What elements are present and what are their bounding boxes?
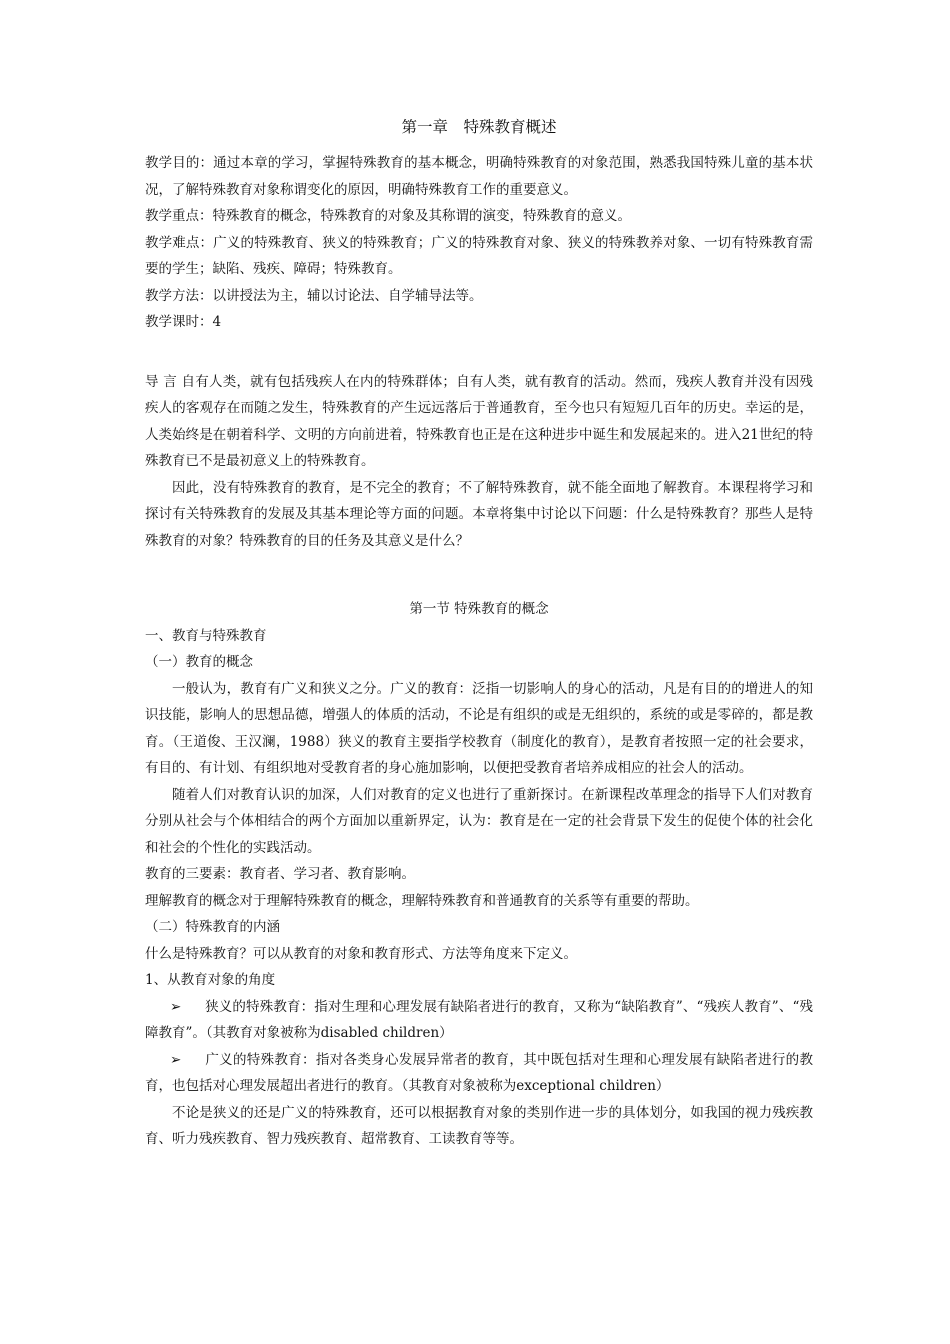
heading-object-perspective: 1、从教育对象的角度 [145,972,276,988]
teaching-hours: 教学课时：4 [145,314,222,330]
arrow-bullet-icon: ➢ [170,1051,182,1068]
bullet-narrow-definition [145,994,813,1047]
preface-paragraph-2: 因此，没有特殊教育的教育，是不完全的教育；不了解特殊教育，就不能全面地了解教育。本课程将学习和探讨有关特殊教育的发展及其基本理论等方面的问题。本章将集中讨论以下问题：什么是特殊教育？那些人是特殊教育的对象？特殊教育的目的任务及其意义是什么？ [145,479,813,549]
bullet-broad-definition [145,1047,813,1100]
document-body [145,112,813,1153]
section-title: 第一节 特殊教育的概念 [409,601,549,617]
paragraph-what-is-special-education: 什么是特殊教育？可以从教育的对象和教育形式、方法等角度来下定义。 [145,945,577,962]
arrow-bullet-icon: ➢ [170,998,182,1015]
subheading-education-concept: （一）教育的概念 [145,654,253,670]
teaching-goal: 教学目的：通过本章的学习，掌握特殊教育的基本概念，明确特殊教育的对象范围，熟悉我国特殊儿童的基本状况，了解特殊教育对象称谓变化的原因，明确特殊教育工作的重要意义。 [145,155,813,198]
teaching-difficulty: 教学难点：广义的特殊教育、狭义的特殊教育；广义的特殊教育对象、狭义的特殊教养对象、一切有特殊教育需要的学生；缺陷、残疾、障碍；特殊教育。 [145,234,813,277]
chapter-title: 第一章 特殊教育概述 [401,118,557,136]
preface-paragraph-1: 导 言 自有人类，就有包括残疾人在内的特殊群体；自有人类，就有教育的活动。然而，残疾人教育并没有因残疾人的客观存在而随之发生，特殊教育的产生远远落后于普通教育，至今也只有短短几百年的历史。幸运的是，人类始终是在朝着科学、文明的方向前进着，特殊教育也正是在这种进步中诞生和发展起来的。进入21世纪的特殊教育已不是最初意义上的特殊教育。 [145,373,813,469]
paragraph-understanding: 理解教育的概念对于理解特殊教育的概念，理解特殊教育和普通教育的关系等有重要的帮助。 [145,892,699,909]
teaching-method: 教学方法：以讲授法为主，辅以讨论法、自学辅导法等。 [145,287,483,304]
paragraph-classification: 不论是狭义的还是广义的特殊教育，还可以根据教育对象的类别作进一步的具体划分，如我国的视力残疾教育、听力残疾教育、智力残疾教育、超常教育、工读教育等等。 [145,1104,813,1147]
bullet-narrow-text: 狭义的特殊教育：指对生理和心理发展有缺陷者进行的教育，又称为“缺陷教育”、“残疾人教育”、“残障教育”。（其教育对象被称为disabled children） [145,998,813,1041]
paragraph-three-elements: 教育的三要素：教育者、学习者、教育影响。 [145,866,415,882]
heading-education-and-special-education: 一、教育与特殊教育 [145,627,267,644]
paragraph-education-redefined: 随着人们对教育认识的加深，人们对教育的定义也进行了重新探讨。在新课程改革理念的指导下人们对教育分别从社会与个体相结合的两个方面加以重新界定，认为：教育是在一定的社会背景下发生的促使个体的社会化和社会的个性化的实践活动。 [145,786,813,856]
paragraph-education-definition: 一般认为，教育有广义和狭义之分。广义的教育：泛指一切影响人的身心的活动，凡是有目的的增进人的知识技能，影响人的思想品德，增强人的体质的活动，不论是有组织的或是无组织的，系统的或是零碎的，都是教育。（王道俊、王汉澜，1988）狭义的教育主要指学校教育（制度化的教育），是教育者按照一定的社会要求，有目的、有计划、有组织地对受教育者的身心施加影响，以便把受教育者培养成相应的社会人的活动。 [145,680,813,776]
teaching-focus: 教学重点：特殊教育的概念，特殊教育的对象及其称谓的演变，特殊教育的意义。 [145,208,631,224]
subheading-special-education-meaning: （二）特殊教育的内涵 [145,919,280,935]
bullet-broad-text: 广义的特殊教育：指对各类身心发展异常者的教育，其中既包括对生理和心理发展有缺陷者进行的教育，也包括对心理发展超出者进行的教育。（其教育对象被称为exceptional children） [145,1051,813,1094]
